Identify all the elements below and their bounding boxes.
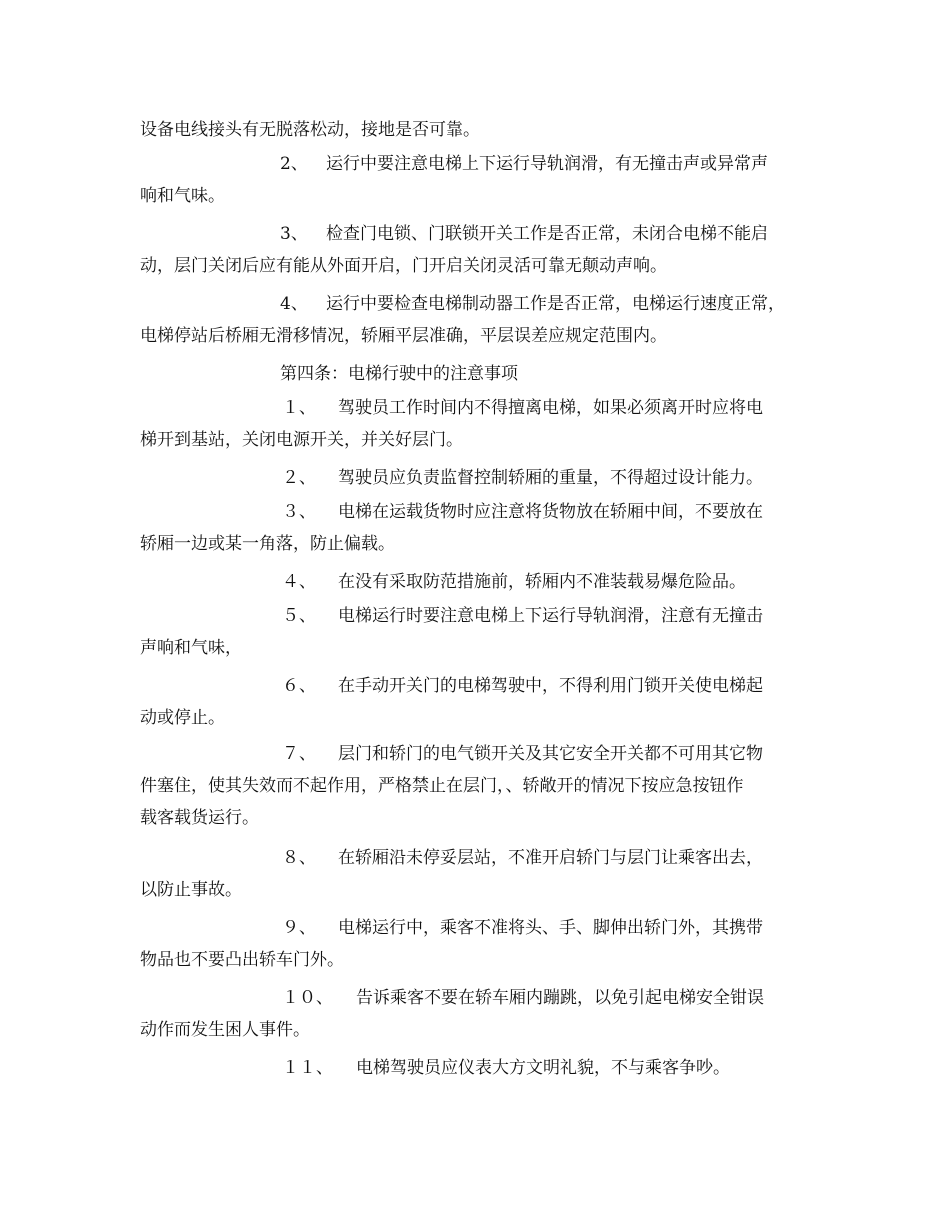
text-line: 梯开到基站，关闭电源开关，并关好层门。 — [140, 430, 463, 450]
text-line: 动作而发生困人事件。 — [140, 1020, 310, 1040]
item-text: 电梯运行时要注意电梯上下运行导轨润滑，注意有无撞击 — [338, 606, 763, 626]
item-text: 层门和轿门的电气锁开关及其它安全开关都不可用其它物 — [338, 744, 763, 764]
paragraph-item-2 — [140, 148, 820, 212]
item-text: 电梯在运载货物时应注意将货物放在轿厢中间，不要放在 — [338, 502, 763, 522]
item-number: ８、 — [282, 848, 316, 868]
text-line: 以防止事故。 — [140, 880, 242, 900]
item-number: ４、 — [282, 572, 316, 592]
item-number: 3、 — [280, 224, 308, 244]
item-text: 驾驶员工作时间内不得擅离电梯，如果必须离开时应将电 — [338, 398, 763, 418]
list-item — [140, 982, 820, 1046]
paragraph-item-4 — [140, 288, 820, 352]
text-line: 电梯停站后桥厢无滑移情况，轿厢平层准确，平层误差应规定范围内。 — [140, 326, 667, 346]
item-number: ２、 — [282, 468, 316, 488]
text-line: 件塞住，使其失效而不起作用，严格禁止在层门，、轿敞开的情况下按应急按钮作 — [140, 776, 744, 796]
list-item — [140, 738, 820, 834]
text-line — [140, 670, 820, 702]
text-line — [140, 600, 820, 632]
item-number: 2、 — [280, 154, 308, 174]
item-number: １１、 — [282, 1058, 333, 1078]
item-number: ９、 — [282, 918, 316, 938]
item-number: ３、 — [282, 502, 316, 522]
text-line — [140, 842, 820, 874]
text-line: 动或停止。 — [140, 708, 225, 728]
text-line — [140, 982, 820, 1014]
item-text: 电梯驾驶员应仪表大方文明礼貌，不与乘客争吵。 — [356, 1058, 730, 1078]
text-line — [140, 566, 820, 598]
list-item — [140, 670, 820, 734]
text-line: 动，层门关闭后应有能从外面开启，门开启关闭灵活可靠无颠动声响。 — [140, 256, 667, 276]
item-number: ７、 — [282, 744, 316, 764]
item-text: 检查门电锁、门联锁开关工作是否正常，未闭合电梯不能启 — [326, 224, 768, 244]
text-line — [140, 1052, 820, 1084]
list-item — [140, 600, 820, 664]
item-text: 在轿厢沿未停妥层站，不准开启轿门与层门让乘客出去， — [338, 848, 763, 868]
text-line — [140, 148, 820, 180]
item-number: ６、 — [282, 676, 316, 696]
item-text: 在手动开关门的电梯驾驶中，不得利用门锁开关使电梯起 — [338, 676, 763, 696]
text-line: 声响和气味， — [140, 638, 242, 658]
list-item — [140, 496, 820, 560]
text-line — [140, 912, 820, 944]
section-heading — [140, 358, 820, 390]
item-number: １、 — [282, 398, 316, 418]
text-line — [140, 218, 820, 250]
text-line — [140, 392, 820, 424]
item-text: 运行中要检查电梯制动器工作是否正常，电梯运行速度正常， — [326, 294, 785, 314]
list-item — [140, 462, 820, 494]
item-text: 驾驶员应负责监督控制轿厢的重量，不得超过设计能力。 — [338, 468, 763, 488]
item-number: 4、 — [280, 294, 308, 314]
list-item — [140, 1052, 820, 1084]
text-line: 轿厢一边或某一角落，防止偏载。 — [140, 534, 395, 554]
paragraph-item-3 — [140, 218, 820, 282]
text-line — [140, 496, 820, 528]
text-line: 响和气味。 — [140, 186, 225, 206]
heading-text: 第四条：电梯行驶中的注意事项 — [280, 364, 518, 384]
list-item — [140, 842, 820, 906]
item-text: 电梯运行中，乘客不准将头、手、脚伸出轿门外，其携带 — [338, 918, 763, 938]
text-line: 载客载货运行。 — [140, 808, 259, 828]
item-text: 运行中要注意电梯上下运行导轨润滑，有无撞击声或异常声 — [326, 154, 768, 174]
list-item — [140, 912, 820, 976]
text-line: 设备电线接头有无脱落松动，接地是否可靠。 — [140, 120, 480, 140]
item-text: 告诉乘客不要在轿车厢内蹦跳，以免引起电梯安全钳误 — [356, 988, 764, 1008]
item-number: ５、 — [282, 606, 316, 626]
list-item — [140, 392, 820, 456]
text-line — [140, 462, 820, 494]
text-line: 物品也不要凸出轿车门外。 — [140, 950, 344, 970]
paragraph-continuation — [140, 114, 820, 146]
text-line — [140, 738, 820, 770]
list-item — [140, 566, 820, 598]
text-line — [140, 288, 820, 320]
item-number: １０、 — [282, 988, 333, 1008]
item-text: 在没有采取防范措施前，轿厢内不准装载易爆危险品。 — [338, 572, 746, 592]
